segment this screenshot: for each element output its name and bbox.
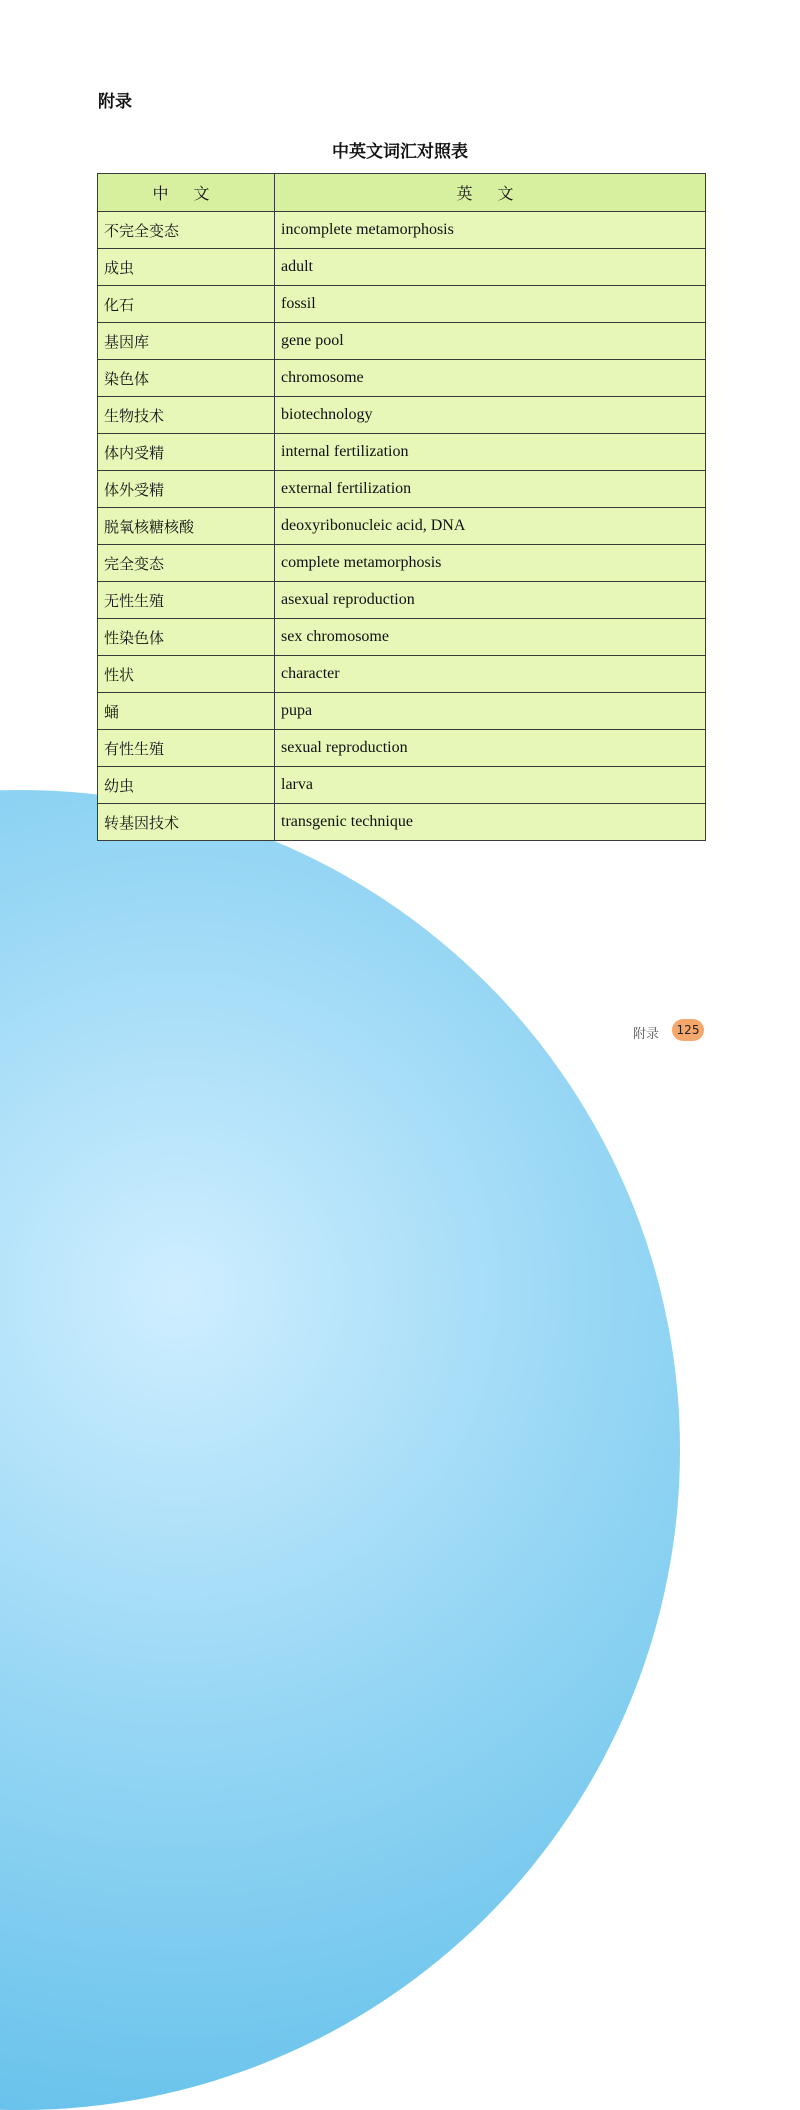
vocabulary-table xyxy=(97,173,706,841)
english-term: adult xyxy=(275,249,706,286)
table-row xyxy=(98,693,706,730)
table-row xyxy=(98,212,706,249)
english-term: complete metamorphosis xyxy=(275,545,706,582)
table-row xyxy=(98,804,706,841)
english-term: asexual reproduction xyxy=(275,582,706,619)
header-english: 英 文 xyxy=(275,174,706,212)
english-term: deoxyribonucleic acid, DNA xyxy=(275,508,706,545)
table-row xyxy=(98,767,706,804)
table-row xyxy=(98,397,706,434)
chinese-term: 化石 xyxy=(98,286,275,323)
table-row xyxy=(98,582,706,619)
footer-section-label: 附录 xyxy=(633,1027,660,1042)
english-term: sexual reproduction xyxy=(275,730,706,767)
english-term: character xyxy=(275,656,706,693)
chinese-term: 脱氧核糖核酸 xyxy=(98,508,275,545)
chinese-term: 成虫 xyxy=(98,249,275,286)
table-row xyxy=(98,434,706,471)
chinese-term: 有性生殖 xyxy=(98,730,275,767)
english-term: pupa xyxy=(275,693,706,730)
table-header-row xyxy=(98,174,706,212)
english-term: larva xyxy=(275,767,706,804)
english-term: gene pool xyxy=(275,323,706,360)
chinese-term: 蛹 xyxy=(98,693,275,730)
english-term: biotechnology xyxy=(275,397,706,434)
chinese-term: 无性生殖 xyxy=(98,582,275,619)
chinese-term: 基因库 xyxy=(98,323,275,360)
chinese-term: 生物技术 xyxy=(98,397,275,434)
chinese-term: 性染色体 xyxy=(98,619,275,656)
english-term: incomplete metamorphosis xyxy=(275,212,706,249)
chinese-term: 幼虫 xyxy=(98,767,275,804)
table-title: 中英文词汇对照表 xyxy=(332,142,468,162)
table-row xyxy=(98,545,706,582)
table-row xyxy=(98,249,706,286)
english-term: chromosome xyxy=(275,360,706,397)
chinese-term: 转基因技术 xyxy=(98,804,275,841)
header-chinese: 中 文 xyxy=(98,174,275,212)
english-term: transgenic technique xyxy=(275,804,706,841)
english-term: fossil xyxy=(275,286,706,323)
chinese-term: 完全变态 xyxy=(98,545,275,582)
chinese-term: 不完全变态 xyxy=(98,212,275,249)
page-number-badge: 125 xyxy=(672,1019,704,1041)
table-row xyxy=(98,360,706,397)
chinese-term: 染色体 xyxy=(98,360,275,397)
table-row xyxy=(98,619,706,656)
table-body xyxy=(98,212,706,841)
table-row xyxy=(98,471,706,508)
table-row xyxy=(98,730,706,767)
english-term: internal fertilization xyxy=(275,434,706,471)
table-row xyxy=(98,508,706,545)
decorative-blue-arc xyxy=(0,790,680,2110)
chinese-term: 性状 xyxy=(98,656,275,693)
table-row xyxy=(98,286,706,323)
section-label: 附录 xyxy=(98,92,132,112)
table-row xyxy=(98,323,706,360)
chinese-term: 体内受精 xyxy=(98,434,275,471)
english-term: external fertilization xyxy=(275,471,706,508)
english-term: sex chromosome xyxy=(275,619,706,656)
table-row xyxy=(98,656,706,693)
chinese-term: 体外受精 xyxy=(98,471,275,508)
